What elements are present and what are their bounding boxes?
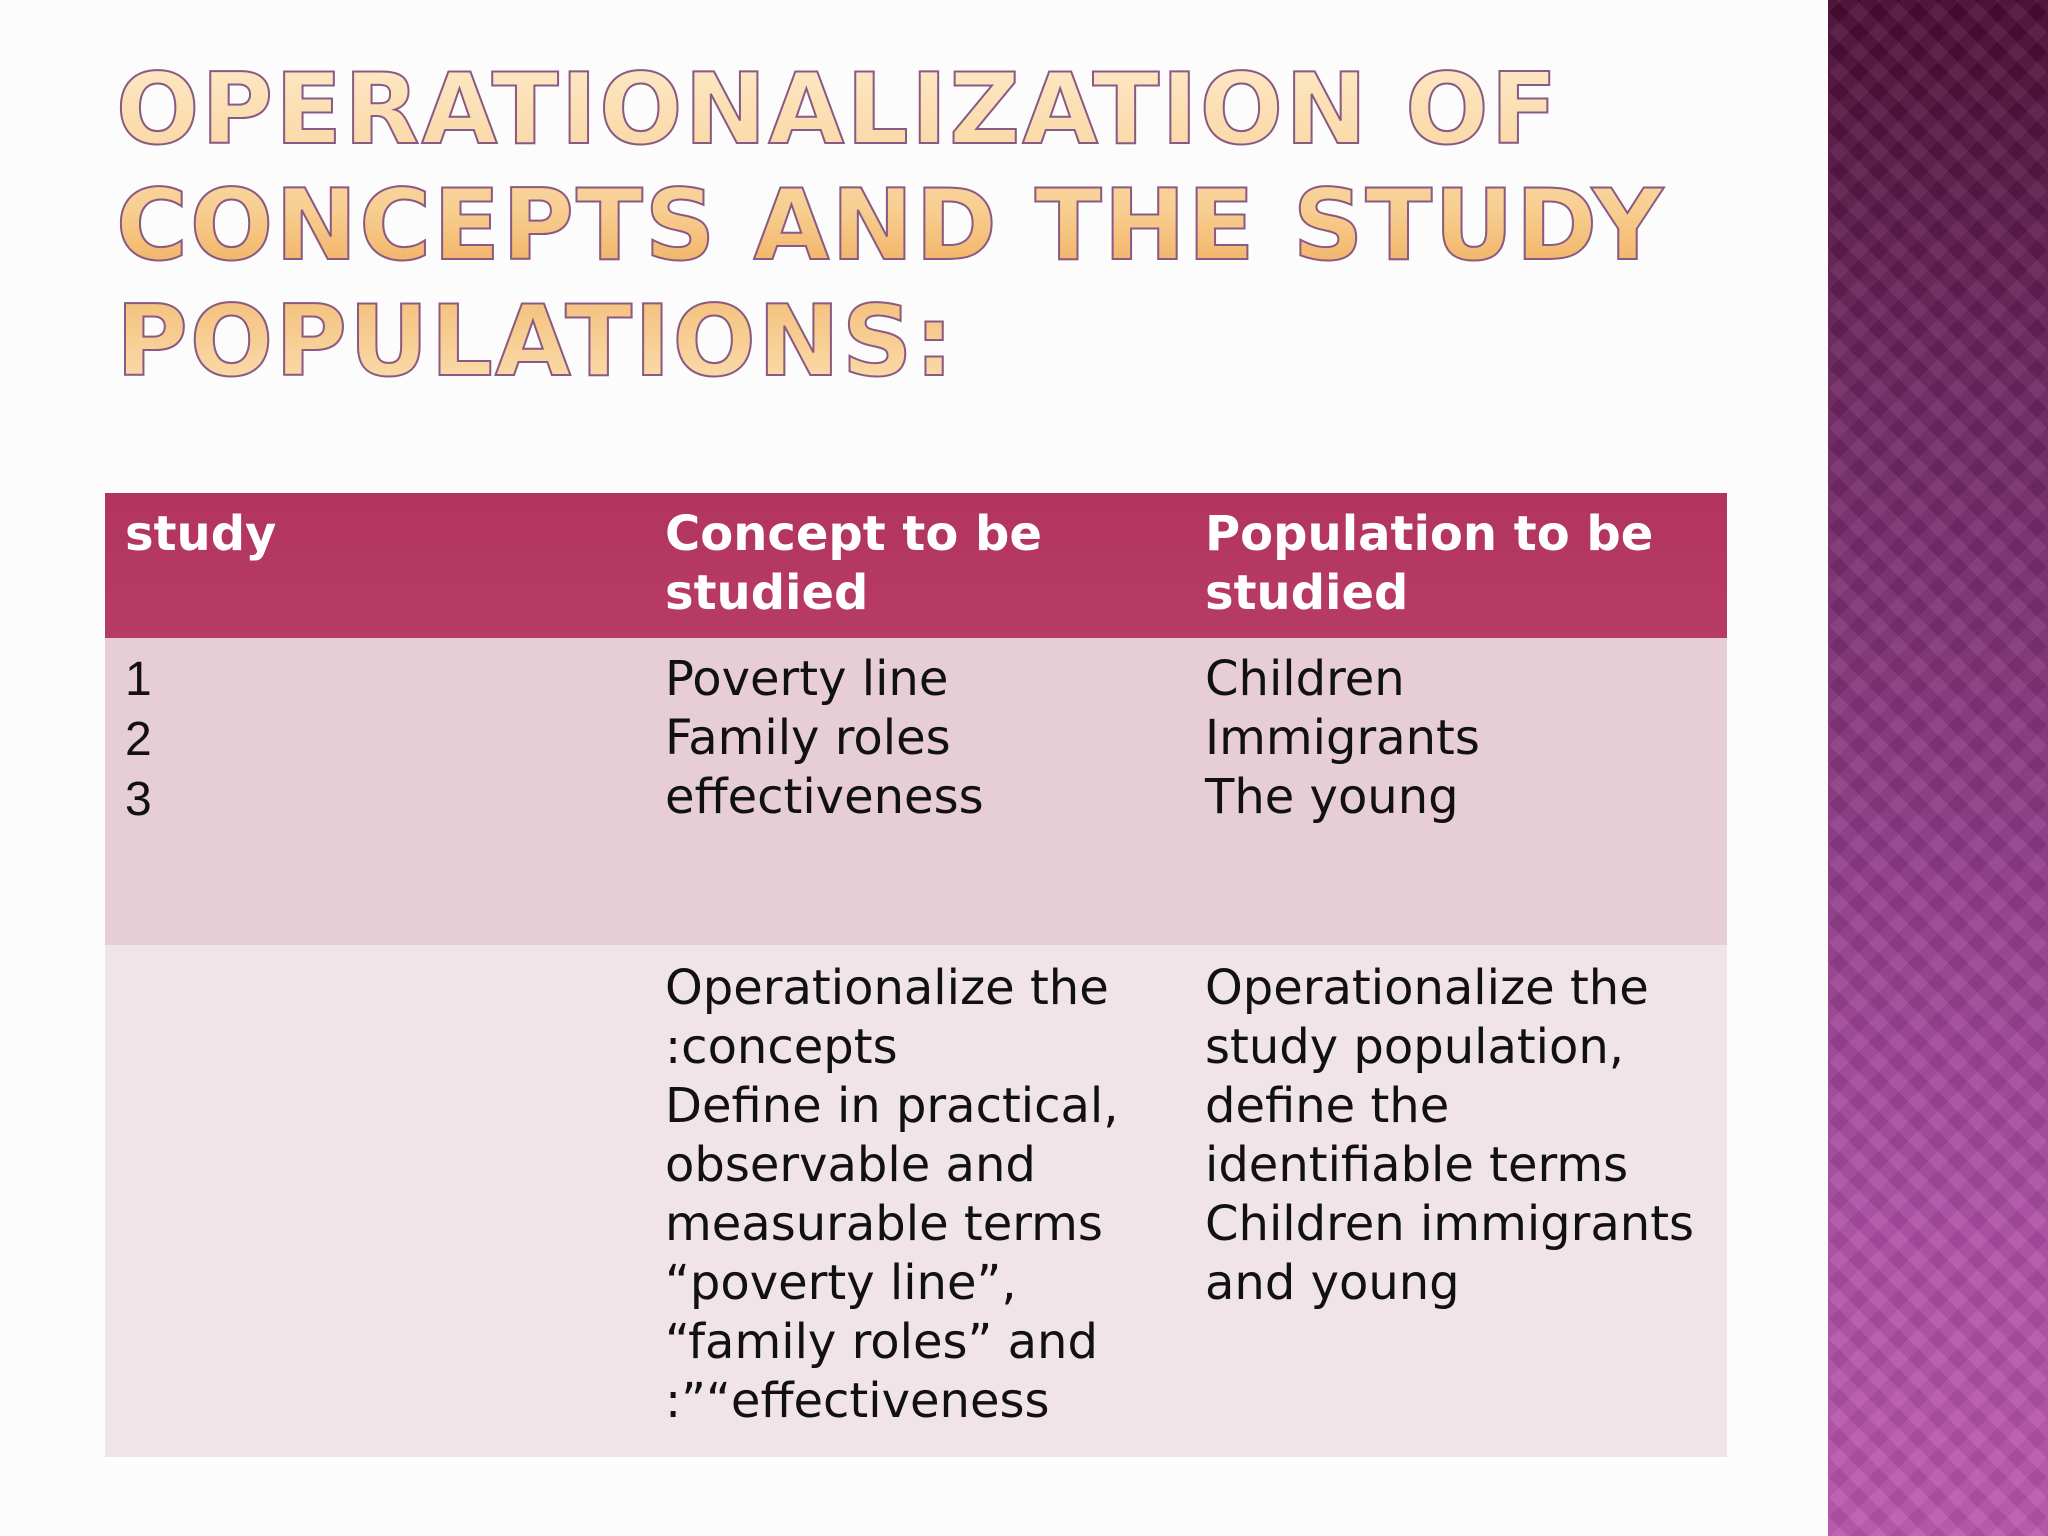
population-text-line: define the [1205, 1078, 1450, 1134]
decorative-side-band [1828, 0, 2048, 1536]
population-operationalization-cell [1185, 945, 1727, 1457]
title-line-1: OPERATIONALIZATION OF [116, 53, 1560, 167]
header-study: study [125, 506, 277, 562]
concept-text-line: Define in practical, [665, 1078, 1119, 1134]
table-header-row [105, 493, 1727, 638]
table-row [105, 638, 1727, 945]
concept-text-line: observable and [665, 1137, 1036, 1193]
population-item: The young [1205, 769, 1459, 825]
concept-item: Poverty line [665, 651, 949, 707]
populations-cell [1185, 638, 1727, 945]
study-number: 3 [125, 773, 152, 826]
slide-title [116, 52, 1676, 400]
table-row [105, 945, 1727, 1457]
concepts-cell [645, 638, 1185, 945]
population-item: Immigrants [1205, 710, 1480, 766]
study-table [105, 493, 1727, 1457]
population-text-line: study population, [1205, 1019, 1625, 1075]
concept-text-line: :”“effectiveness [665, 1373, 1050, 1429]
population-text-line: identifiable terms [1205, 1137, 1629, 1193]
concept-text-line: “family roles” and [665, 1314, 1098, 1370]
concept-text-line: :concepts [665, 1019, 898, 1075]
concept-text-line: measurable terms [665, 1196, 1103, 1252]
concept-item: effectiveness [665, 769, 984, 825]
title-line-3: POPULATIONS: [116, 285, 956, 399]
header-population: Population to be studied [1205, 506, 1654, 621]
concept-text-line: “poverty line”, [665, 1255, 1017, 1311]
population-text-line: Operationalize the [1205, 960, 1649, 1016]
population-text-line: Children immigrants [1205, 1196, 1695, 1252]
population-text-line: and young [1205, 1255, 1460, 1311]
study-numbers-cell [105, 638, 645, 945]
concept-item: Family roles [665, 710, 951, 766]
empty-study-cell [105, 945, 645, 1457]
population-item: Children [1205, 651, 1405, 707]
study-number: 1 [125, 653, 152, 706]
title-line-2: CONCEPTS AND THE STUDY [116, 169, 1665, 283]
study-number: 2 [125, 713, 152, 766]
concept-text-line: Operationalize the [665, 960, 1109, 1016]
header-concept: Concept to be studied [665, 506, 1042, 621]
concept-operationalization-cell [645, 945, 1185, 1457]
